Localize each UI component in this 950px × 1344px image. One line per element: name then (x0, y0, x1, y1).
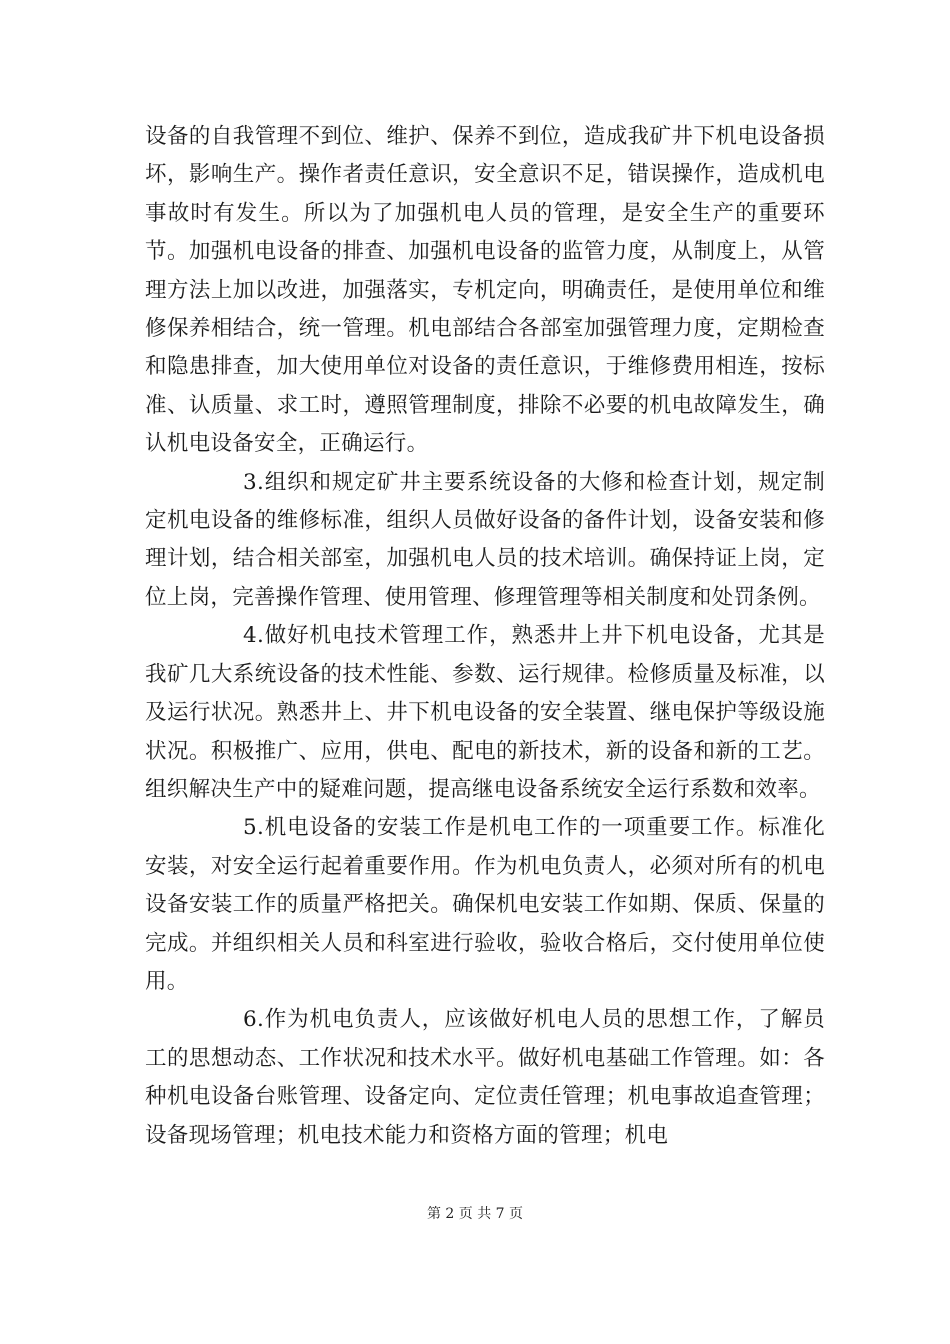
paragraph-4: 5.机电设备的安装工作是机电工作的一项重要工作。标准化安装，对安全运行起着重要作用。作为机电负责人，必须对所有的机电设备安装工作的质量严格把关。确保机电安装工作如期、保质、保量的完成。并组织相关人员和科室进行验收，验收合格后，交付使用单位使用。 (145, 815, 825, 994)
paragraph-3: 4.做好机电技术管理工作，熟悉井上井下机电设备，尤其是我矿几大系统设备的技术性能、参数、运行规律。检修质量及标准，以及运行状况。熟悉井上、井下机电设备的安全装置、继电保护等级设施状况。积极推广、应用，供电、配电的新技术，新的设备和新的工艺。组织解决生产中的疑难问题，提高继电设备系统安全运行系数和效率。 (145, 623, 825, 802)
paragraph-5: 6.作为机电负责人，应该做好机电人员的思想工作，了解员工的思想动态、工作状况和技术水平。做好机电基础工作管理。如：各种机电设备台账管理、设备定向、定位责任管理；机电事故追查管理；设备现场管理；机电技术能力和资格方面的管理；机电 (145, 1007, 825, 1148)
paragraph-1: 设备的自我管理不到位、维护、保养不到位，造成我矿井下机电设备损坏，影响生产。操作者责任意识，安全意识不足，错误操作，造成机电事故时有发生。所以为了加强机电人员的管理，是安全生产的重要环节。加强机电设备的排查、加强机电设备的监管力度，从制度上，从管理方法上加以改进，加强落实，专机定向，明确责任，是使用单位和维修保养相结合，统一管理。机电部结合各部室加强管理力度，定期检查和隐患排查，加大使用单位对设备的责任意识，于维修费用相连，按标准、认质量、求工时，遵照管理制度，排除不必要的机电故障发生，确认机电设备安全，正确运行。 (145, 124, 825, 457)
document-body (145, 118, 825, 1155)
paragraph-2: 3.组织和规定矿井主要系统设备的大修和检查计划，规定制定机电设备的维修标准，组织人员做好设备的备件计划，设备安装和修理计划，结合相关部室，加强机电人员的技术培训。确保持证上岗，定位上岗，完善操作管理、使用管理、修理管理等相关制度和处罚条例。 (145, 469, 825, 610)
page-number-footer: 第 2 页 共 7 页 (426, 1206, 524, 1222)
